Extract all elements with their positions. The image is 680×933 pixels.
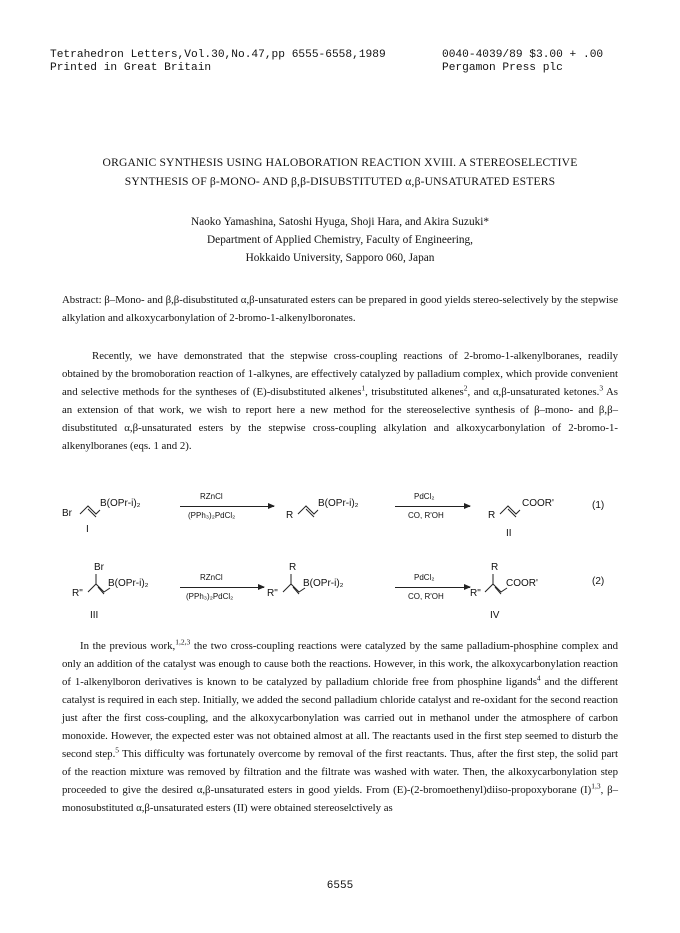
page-number: 6555 bbox=[326, 880, 354, 892]
author-names: Naoko Yamashina, Satoshi Hyuga, Shoji Hara, and Akira Suzuki* bbox=[190, 216, 490, 228]
scheme1-reagent-2-top: PdCl₂ bbox=[414, 492, 435, 501]
scheme2-arrow-1 bbox=[180, 587, 264, 588]
scheme2-reagent-2-top: PdCl₂ bbox=[414, 573, 435, 582]
scheme2-sm-br: Br bbox=[94, 562, 104, 573]
compound-label-I: I bbox=[86, 524, 89, 535]
scheme1-sm-boron: B(OPr-i)₂ bbox=[100, 498, 141, 509]
para1-text-c: , and α,β-unsaturated ketones. bbox=[467, 386, 600, 398]
scheme1-sm-br: Br bbox=[62, 508, 72, 519]
paper-title bbox=[40, 153, 640, 191]
scheme2-int-r-top: R bbox=[289, 562, 297, 573]
scheme1-reagent-1-bottom: (PPh₃)₂PdCl₂ bbox=[188, 511, 236, 520]
abstract: Abstract: β–Mono- and β,β-disubstituted α,β-unsaturated esters can be prepared in good yields stereo-selectively by the stepwise alkylation and alkoxycarbonylation of 2-bromo-1-alkenylboronates. bbox=[62, 294, 618, 324]
reaction-scheme-1 bbox=[50, 490, 630, 546]
reaction-scheme-2 bbox=[50, 562, 630, 640]
scheme2-reagent-1-bottom: (PPh₃)₂PdCl₂ bbox=[186, 592, 234, 601]
citation-ref: 1,3 bbox=[591, 781, 601, 791]
citation-ref: 4 bbox=[536, 673, 541, 683]
citation-ref: 5 bbox=[115, 745, 120, 755]
para2-text-c: and the different catalyst is required in each step. Initially, we added the second palladium chloride catalyst and re-oxidant for the second reaction just after the first coss-coupling, and the alkoxycarbonylation was carried out in methanol under the atmosphere of carbon monoxide. However, the expected ester was not obtained almost at all. The reactants used in the first step seemed to disturb the second step. bbox=[62, 676, 618, 760]
para1-text-d: As an extension of that work, we wish to report here a new method for the stereoselective synthesis of β–mono- and β,β–disubstituted α,β-unsaturated esters by the stepwise cross-coupling alkylation and alkoxycarbonylation of 2-bromo-1-alkenylboranes (eqs. 1 and 2). bbox=[62, 386, 619, 452]
compound-label-III: III bbox=[90, 610, 99, 621]
scheme2-int-r: R" bbox=[267, 588, 278, 599]
publisher: Pergamon Press plc bbox=[442, 62, 563, 74]
journal-citation: Tetrahedron Letters,Vol.30,No.47,pp 6555-6558,1989 bbox=[50, 49, 386, 61]
scheme2-prod-r: R" bbox=[470, 588, 481, 599]
paragraph-results bbox=[62, 637, 618, 817]
author-block bbox=[40, 213, 640, 267]
scheme1-arrow-2 bbox=[395, 506, 470, 507]
issn-price: 0040-4039/89 $3.00 + .00 bbox=[442, 49, 604, 61]
para1-text-a: Recently, we have demonstrated that the stepwise cross-coupling reactions of 2-bromo-1-alkenylboranes, readily obtained by the bromoboration reaction of 1-alkynes, are effectively catalyzed by palladium complex, which provide convenient and selective methods for the syntheses of (E)-disubstituted alkenes bbox=[62, 350, 618, 398]
title-line-1: ORGANIC SYNTHESIS USING HALOBORATION REACTION XVIII. A STEREOSELECTIVE bbox=[102, 156, 578, 169]
scheme2-reagent-2-bottom: CO, R'OH bbox=[408, 592, 444, 601]
scheme1-prod-ester: COOR' bbox=[522, 498, 554, 509]
scheme1-int-boron: B(OPr-i)₂ bbox=[318, 498, 359, 509]
scheme1-arrow-1 bbox=[180, 506, 274, 507]
compound-label-II: II bbox=[506, 528, 512, 539]
compound-label-IV: IV bbox=[490, 610, 500, 621]
scheme2-arrow-2 bbox=[395, 587, 470, 588]
para1-text-b: , trisubstituted alkenes bbox=[365, 386, 464, 398]
equation-number-2: (2) bbox=[592, 576, 605, 587]
scheme1-reagent-2-bottom: CO, R'OH bbox=[408, 511, 444, 520]
title-line-2: SYNTHESIS OF β-MONO- AND β,β-DISUBSTITUTED α,β-UNSATURATED ESTERS bbox=[124, 175, 556, 188]
author-department: Department of Applied Chemistry, Faculty of Engineering, bbox=[207, 234, 473, 246]
para2-text-d: This difficulty was fortunately overcome by removal of the first reactants. Thus, after the first step, the solid part of the reaction mixture was removed by filtration and the filtrate was washed with water. Then, the alkoxycarbonylation step proceeded to give the desired α,β-unsaturated esters in good yields. From (E)-(2-bromoethenyl)diiso-propoxyborane (I) bbox=[62, 748, 618, 796]
journal-header bbox=[50, 49, 632, 75]
printed-in: Printed in Great Britain bbox=[50, 62, 212, 74]
paragraph-intro bbox=[62, 347, 618, 455]
scheme2-reagent-1-top: RZnCl bbox=[200, 573, 223, 582]
equation-number-1: (1) bbox=[592, 500, 605, 511]
para2-text-a: In the previous work, bbox=[80, 640, 176, 652]
scheme1-prod-r: R bbox=[488, 510, 496, 521]
scheme1-int-r: R bbox=[286, 510, 294, 521]
citation-ref: 2 bbox=[463, 383, 468, 393]
scheme1-reagent-1-top: RZnCl bbox=[200, 492, 223, 501]
scheme2-prod-ester: COOR' bbox=[506, 578, 538, 589]
citation-ref: 1 bbox=[361, 383, 366, 393]
citation-ref: 3 bbox=[599, 383, 604, 393]
author-university: Hokkaido University, Sapporo 060, Japan bbox=[245, 252, 435, 264]
para2-text-b: the two cross-coupling reactions were catalyzed by the same palladium-phosphine complex and only an addition of the catalyst was enough to cause both the reactions. However, in this work, the alkoxycarbonylation reaction of 1-alkenylboron derivatives is known to be catalyzed by palladium chloride free from phosphine ligands bbox=[62, 640, 618, 688]
para2-text-e: , β–monosubstituted α,β-unsaturated esters (II) were obtained stereoselctively as bbox=[62, 784, 618, 814]
scheme2-prod-r-top: R bbox=[491, 562, 499, 573]
scheme2-int-boron: B(OPr-i)₂ bbox=[303, 578, 344, 589]
citation-ref: 1,2,3 bbox=[175, 637, 191, 647]
scheme2-sm-boron: B(OPr-i)₂ bbox=[108, 578, 149, 589]
scheme2-sm-r: R" bbox=[72, 588, 83, 599]
